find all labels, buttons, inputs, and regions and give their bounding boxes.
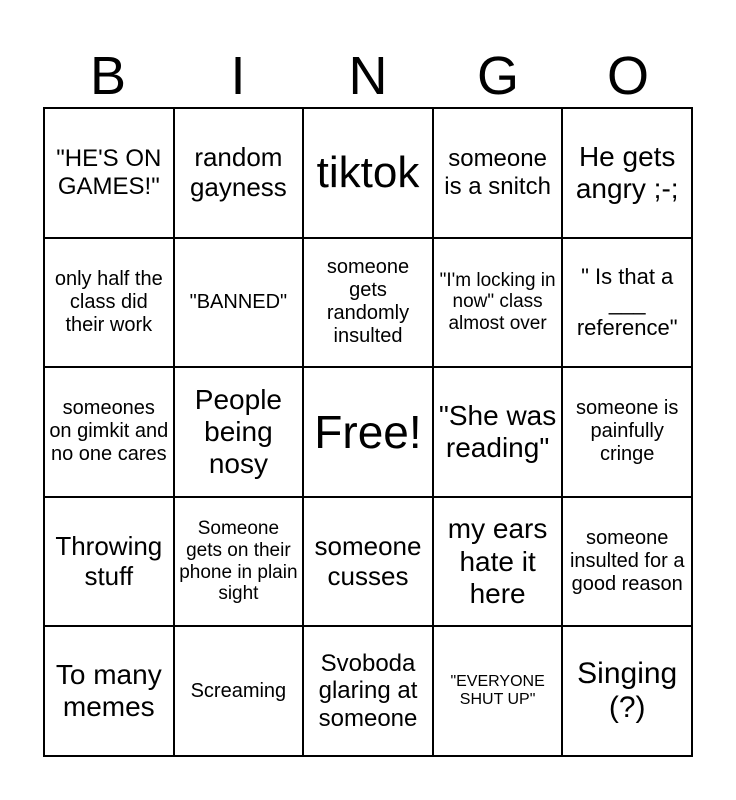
bingo-cell[interactable]: Svoboda glaring at someone bbox=[303, 626, 433, 756]
header-letter-b: B bbox=[89, 46, 127, 106]
bingo-cell[interactable]: "I'm locking in now" class almost over bbox=[433, 238, 563, 368]
bingo-cell[interactable]: someone is painfully cringe bbox=[562, 367, 692, 497]
bingo-cell[interactable]: "EVERYONE SHUT UP" bbox=[433, 626, 563, 756]
bingo-cell[interactable]: Screaming bbox=[174, 626, 304, 756]
bingo-cell[interactable]: To many memes bbox=[44, 626, 174, 756]
bingo-cell[interactable]: someone is a snitch bbox=[433, 108, 563, 238]
bingo-cell[interactable]: "BANNED" bbox=[174, 238, 304, 368]
bingo-cell[interactable]: my ears hate it here bbox=[433, 497, 563, 627]
bingo-cell[interactable]: random gayness bbox=[174, 108, 304, 238]
bingo-cell[interactable]: Someone gets on their phone in plain sight bbox=[174, 497, 304, 627]
bingo-cell[interactable]: someones on gimkit and no one cares bbox=[44, 367, 174, 497]
bingo-cell[interactable]: " Is that a ___ reference" bbox=[562, 238, 692, 368]
bingo-cell[interactable]: someone gets randomly insulted bbox=[303, 238, 433, 368]
bingo-cell[interactable]: Singing (?) bbox=[562, 626, 692, 756]
bingo-cell[interactable]: someone insulted for a good reason bbox=[562, 497, 692, 627]
bingo-cell[interactable]: People being nosy bbox=[174, 367, 304, 497]
bingo-cell[interactable]: He gets angry ;-; bbox=[562, 108, 692, 238]
bingo-cell[interactable]: "HE'S ON GAMES!" bbox=[44, 108, 174, 238]
bingo-cell[interactable]: Throwing stuff bbox=[44, 497, 174, 627]
header-letter-o: O bbox=[606, 46, 649, 106]
header-letter-n: N bbox=[348, 46, 388, 106]
bingo-cell[interactable]: "She was reading" bbox=[433, 367, 563, 497]
bingo-cell[interactable]: tiktok bbox=[303, 108, 433, 238]
bingo-header bbox=[43, 46, 693, 106]
bingo-cell-free[interactable]: Free! bbox=[303, 367, 433, 497]
header-letter-i: I bbox=[230, 46, 246, 106]
header-letter-g: G bbox=[476, 46, 519, 106]
bingo-cell[interactable]: only half the class did their work bbox=[44, 238, 174, 368]
bingo-cell[interactable]: someone cusses bbox=[303, 497, 433, 627]
bingo-board bbox=[43, 107, 693, 757]
